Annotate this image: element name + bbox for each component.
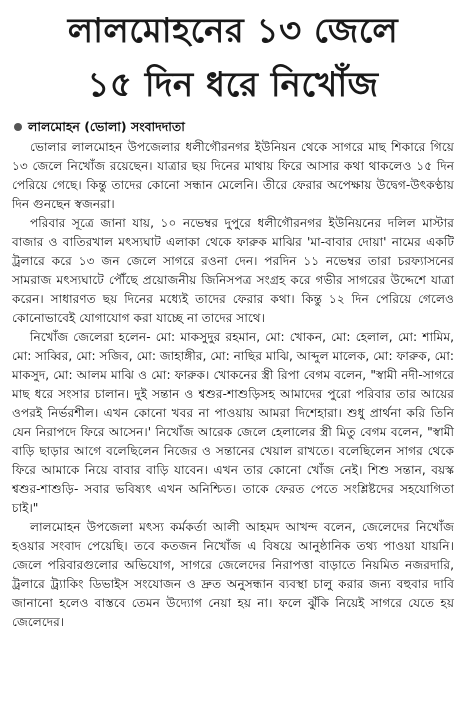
bullet-icon: [14, 123, 22, 131]
byline-text: লালমোহন (ভোলা) সংবাদদাতা: [28, 119, 185, 134]
paragraph-4: লালমোহন উপজেলা মৎস্য কর্মকর্তা আলী আহমদ আখন্দ বলেন, জেলেদের নিখোঁজ হওয়ার সংবাদ পেয়েছি। তবে কতজন নিখোঁজ এ বিষয়ে আনুষ্ঠানিক তথ্য পাওয়া যায়নি। জেলে পরিবারগুলোর অভিযোগ, সাগরে জেলেদের নিরাপত্তা বাড়াতে নিয়মিত নজরদারি, ট্রলারে ট্র্যাকিং ডিভাইস সংযোজন ও দ্রুত অনুসন্ধান ব্যবস্থা চালু করার জন্য বহুবার দাবি জানানো হলেও বাস্তবে তেমন উদ্যোগ নেয়া হয় না। ফলে ঝুঁকি নিয়েই সাগরে যেতে হয় জেলেদের।: [12, 520, 454, 629]
paragraph-1: ভোলার লালমোহন উপজেলার ধলীগৌরনগর ইউনিয়ন থেকে সাগরে মাছ শিকারে গিয়ে ১৩ জেলে নিখোঁজ রয়েছেন। যাত্রার ছয় দিনের মাথায় ফিরে আসার কথা থাকলেও ১৫ দিন পেরিয়ে গেছে। কিন্তু তাদের কোনো সন্ধান মেলেনি। তীরে ফেরার অপেক্ষায় উদ্বেগ-উৎকণ্ঠায় দিন গুনছেন স্বজনরা।: [12, 140, 454, 211]
paragraph-2: পরিবার সূত্রে জানা যায়, ১০ নভেম্বর দুপুরে ধলীগৌরনগর ইউনিয়নের দলিল মাস্টার বাজার ও বাতিরখাল মৎস্যঘাট এলাকা থেকে ফারুক মাঝির 'মা-বাবার দোয়া' নামের একটি ট্রলারে করে ১৩ জন জেলে সাগরে রওনা দেন। পরদিন ১১ নভেম্বর তারা চরফ্যাসনের সামরাজ মৎস্যঘাটে পৌঁছে প্রয়োজনীয় জিনিসপত্র সংগ্রহ করে গভীর সাগরের উদ্দেশে যাত্রা করেন। সাধারণত ছয় দিনের মধ্যেই তাদের ফেরার কথা। কিন্তু ১২ দিন পেরিয়ে গেলেও কোনোভাবেই যোগাযোগ করা যাচ্ছে না তাদের সাথে।: [12, 216, 454, 325]
headline-line-2: ১৫ দিন ধরে নিখোঁজ: [87, 65, 379, 105]
byline: [14, 118, 454, 136]
headline-line-1: লালমোহনের ১৩ জেলে: [67, 11, 399, 51]
paragraph-3: নিখোঁজ জেলেরা হলেন- মো: মাকসুদুর রহমান, মো: খোকন, মো: হেলাল, মো: শামিম, মো: সাব্বির, মো: সজিব, মো: জাহাঙ্গীর, মো: নাছির মাঝি, আব্দুল মালেক, মো: ফারুক, মো: মাকসুদ, মো: আলম মাঝি ও মো: ফারুক। খোকনের স্ত্রী রিপা বেগম বলেন, "স্বামী নদী-সাগরে মাছ ধরে সংসার চালান। দুই সন্তান ও শ্বশুর-শাশুড়িসহ আমাদের পুরো পরিবার তার আয়ের ওপরই নির্ভরশীল। এখন কোনো খবর না পাওয়ায় আমরা দিশেহারা। শুধু প্রার্থনা করি তিনি যেন নিরাপদে ফিরে আসেন।' নিখোঁজ আরেক জেলে হেলালের স্ত্রী মিতু বেগম বলেন, "স্বামী বাড়ি ছাড়ার আগে বলেছিলেন নিজের ও সন্তানের খেয়াল রাখতে। বলেছিলেন সাগর থেকে ফিরে আমাকে নিয়ে বাবার বাড়ি যাবেন। এখন তার কোনো খোঁজ নেই। শিশু সন্তান, বয়স্ক শ্বশুর-শাশুড়ি- সবার ভবিষ্যৎ এখন অনিশ্চিত। তাকে ফেরত পেতে সংশ্লিষ্টদের সহযোগিতা চাই।": [12, 330, 454, 515]
headline: [12, 4, 454, 112]
